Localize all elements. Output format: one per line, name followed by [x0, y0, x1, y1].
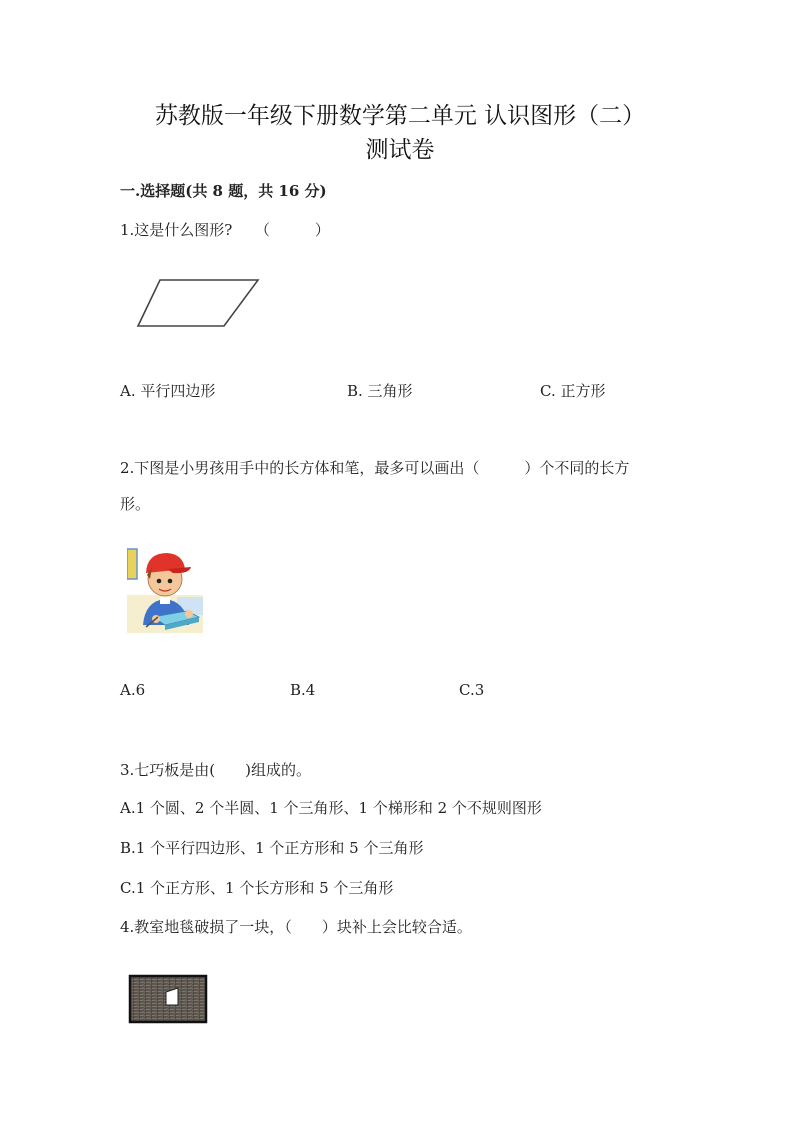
- question-2-option-a: A.6: [120, 681, 146, 699]
- question-2-text-line2: 形。: [120, 495, 151, 513]
- question-1-option-b: B. 三角形: [347, 382, 413, 400]
- question-1-text: 1.这是什么图形? （ ）: [120, 221, 330, 239]
- question-3-option-c: C.1 个正方形、1 个长方形和 5 个三角形: [120, 879, 394, 897]
- question-3-text: 3.七巧板是由( )组成的。: [120, 761, 312, 779]
- question-2-option-b: B.4: [290, 681, 316, 699]
- question-2-option-c: C.3: [459, 681, 485, 699]
- question-1-option-c: C. 正方形: [540, 382, 606, 400]
- page-title-line2: 测试卷: [365, 137, 435, 163]
- damaged-carpet-figure: [126, 972, 210, 1026]
- boy-with-cuboid-illustration: [127, 545, 203, 633]
- question-1-option-a: A. 平行四边形: [120, 382, 216, 400]
- question-3-option-b: B.1 个平行四边形、1 个正方形和 5 个三角形: [120, 839, 424, 857]
- section-heading: 一.选择题(共 8 题，共 16 分): [120, 182, 327, 200]
- parallelogram-figure: [132, 274, 264, 332]
- question-3-option-a: A.1 个圆、2 个半圆、1 个三角形、1 个梯形和 2 个不规则图形: [120, 799, 542, 817]
- question-2-text-line1: 2.下图是小男孩用手中的长方体和笔，最多可以画出（ ）个不同的长方: [120, 459, 630, 477]
- page-title: 苏教版一年级下册数学第二单元 认识图形（二）: [154, 103, 646, 129]
- question-4-text: 4.教室地毯破损了一块，（ ）块补上会比较合适。: [120, 918, 472, 936]
